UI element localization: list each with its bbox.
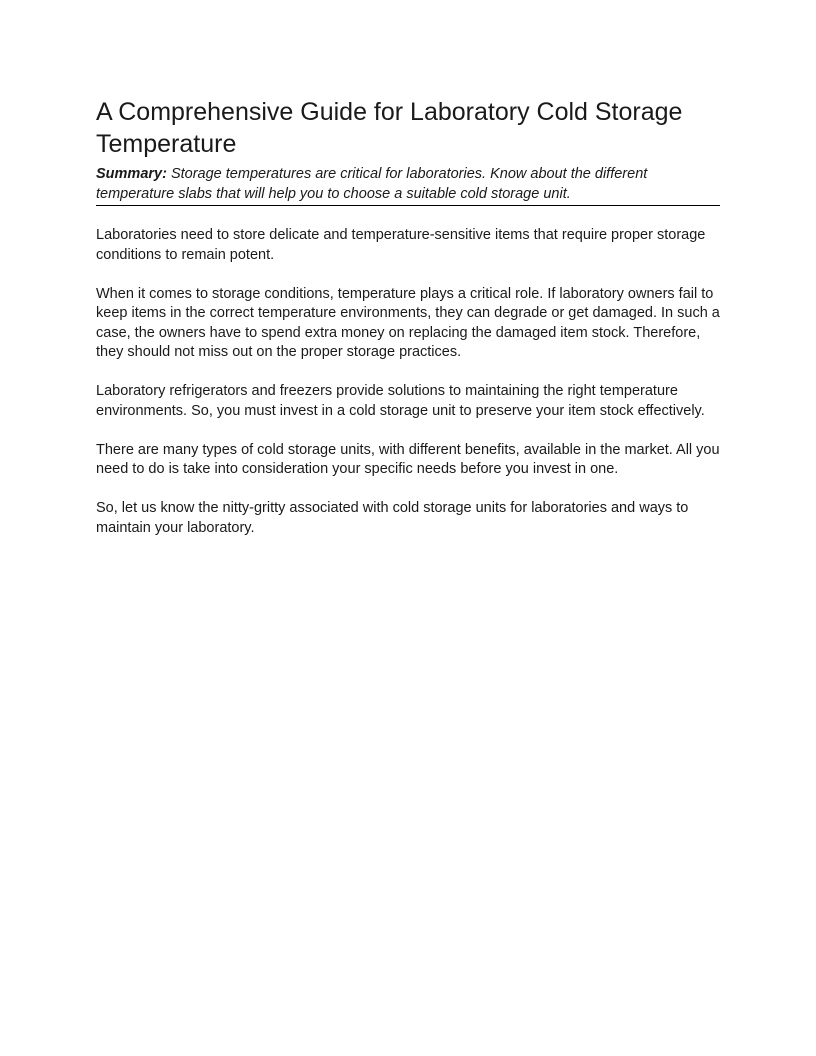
body-text <box>96 226 720 538</box>
paragraph: When it comes to storage conditions, temperature plays a critical role. If laboratory owners fail to keep items in the correct temperature environments, they can degrade or get damaged. In such a case, the owners have to spend extra money on replacing the damaged item stock. Therefore, they should not miss out on the proper storage practices. <box>96 285 720 360</box>
summary <box>96 165 720 206</box>
document-page <box>96 96 720 558</box>
paragraph: There are many types of cold storage units, with different benefits, available in the market. All you need to do is take into consideration your specific needs before you invest in one. <box>96 441 720 477</box>
paragraph: Laboratory refrigerators and freezers provide solutions to maintaining the right temperature environments. So, you must invest in a cold storage unit to preserve your item stock effectively. <box>96 383 705 419</box>
document-title: A Comprehensive Guide for Laboratory Cold Storage Temperature <box>96 98 683 158</box>
summary-text: Storage temperatures are critical for laboratories. Know about the different temperature slabs that will help you to choose a suitable cold storage unit. <box>96 166 648 202</box>
summary-label: Summary: <box>96 166 167 182</box>
paragraph: So, let us know the nitty-gritty associated with cold storage units for laboratories and ways to maintain your laboratory. <box>96 500 689 536</box>
paragraph: Laboratories need to store delicate and temperature-sensitive items that require proper storage conditions to remain potent. <box>96 227 706 263</box>
